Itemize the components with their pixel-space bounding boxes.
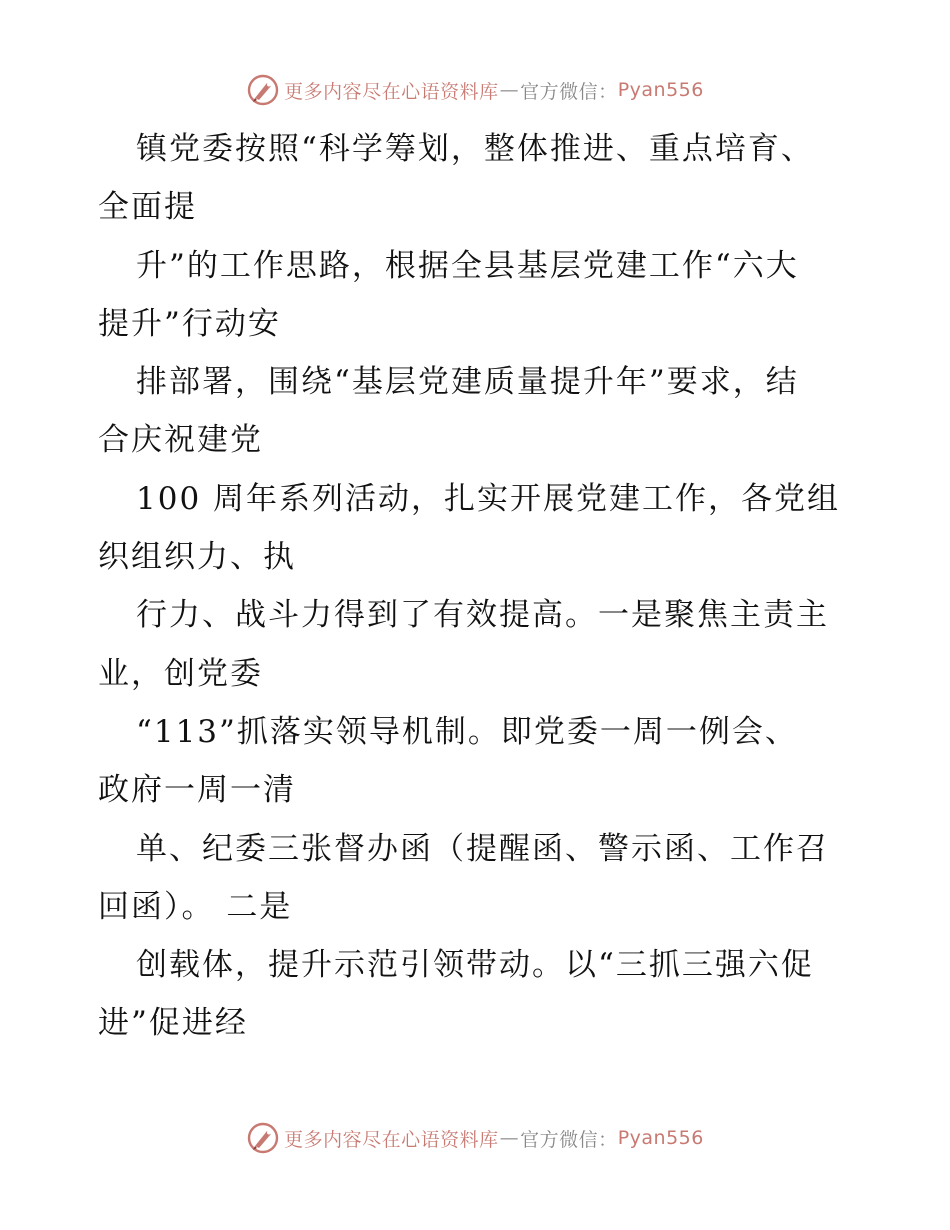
- text-line: 单、纪委三张督办函（提醒函、警示函、工作召: [136, 830, 829, 867]
- text-line: 全面提: [98, 189, 197, 226]
- text-line: 镇党委按照“科学筹划，整体推进、重点培育、: [136, 131, 814, 167]
- text-line: 行力、战斗力得到了有效提高。一是聚焦主责主: [136, 597, 829, 634]
- banner-wechat-label: 官方微信：: [520, 80, 618, 103]
- text-line: 进”促进经: [98, 1005, 248, 1042]
- text-line: 业，创党委: [98, 655, 263, 692]
- text-line: 100 周年系列活动，扎实开展党建工作，各党组: [136, 480, 841, 517]
- pen-logo-icon: [246, 73, 280, 107]
- text-line: 回函）。 二是: [98, 888, 293, 925]
- pen-logo-icon: [246, 1121, 280, 1155]
- banner-lead-text: 更多内容尽在心语资料库: [284, 80, 499, 103]
- text-line: 创载体，提升示范引领带动。以“三抓三强六促: [136, 947, 814, 984]
- banner-lead-text: 更多内容尽在心语资料库: [284, 1128, 499, 1151]
- text-line: “113”抓落实领导机制。即党委一周一例会、: [136, 713, 798, 750]
- banner-wechat-label: 官方微信：: [520, 1128, 618, 1151]
- banner-wechat-id: Pyan556: [617, 1127, 704, 1149]
- text-line: 提升”行动安: [98, 305, 281, 342]
- banner-wechat-id: Pyan556: [617, 79, 704, 101]
- banner-dash: —: [499, 79, 520, 101]
- text-line: 合庆祝建党: [98, 422, 263, 459]
- banner-dash: —: [499, 1127, 520, 1149]
- text-line: 政府一周一清: [98, 772, 296, 809]
- footer-banner: [0, 1118, 950, 1158]
- header-banner: [0, 70, 950, 110]
- text-line: 升”的工作思路，根据全县基层党建工作“六大: [136, 247, 799, 284]
- text-line: 排部署，围绕“基层党建质量提升年”要求，结: [136, 364, 799, 401]
- text-line: 织组织力、执: [98, 539, 296, 576]
- document-body: [98, 120, 858, 1053]
